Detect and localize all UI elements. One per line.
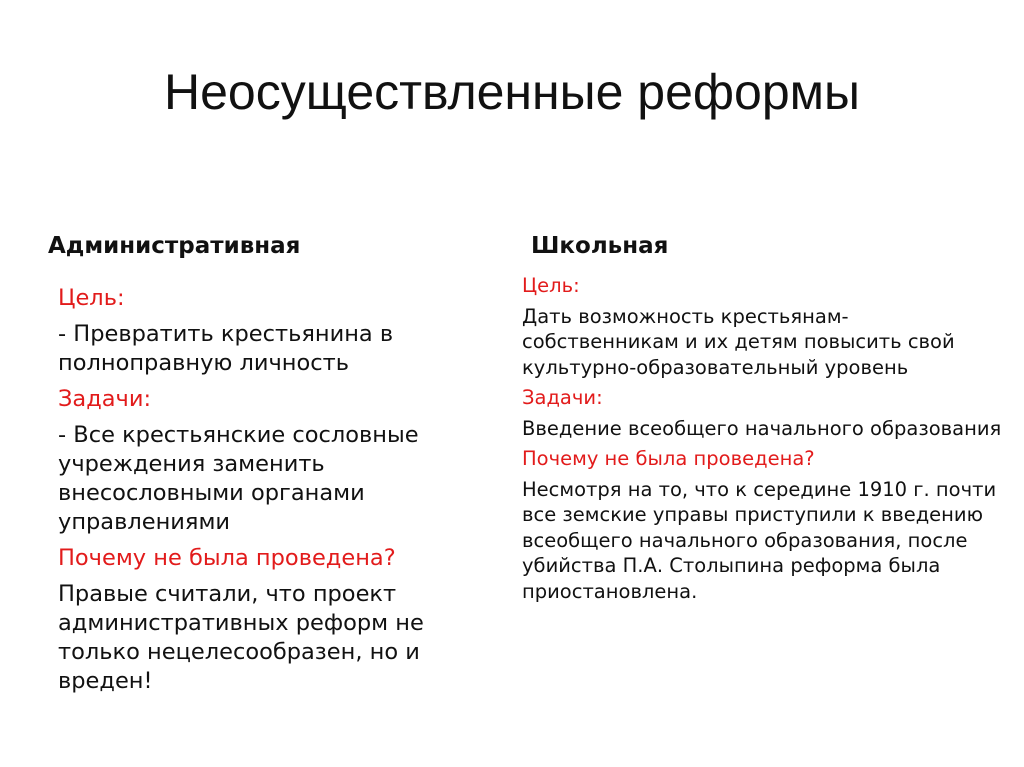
left-why-text: Правые считали, что проект административных реформ не только нецелесообразен, но и вреден! <box>58 581 424 694</box>
right-why-label: Почему не была проведена? <box>522 447 815 470</box>
left-tasks-text: - Все крестьянские сословные учреждения заменить внесословными органами управлениями <box>58 422 419 535</box>
right-goal-text: Дать возможность крестьянам-собственникам и их детям повысить свой культурно-образовательный уровень <box>522 304 955 379</box>
right-column-heading: Школьная <box>531 233 669 259</box>
right-why-text: Несмотря на то, что к середине 1910 г. почти все земские управы приступили к введению всеобщего начального образования, после убийства П.А. Столыпина реформа была приостановлена. <box>522 477 997 603</box>
left-column-heading: Административная <box>48 233 301 259</box>
left-tasks-label: Задачи: <box>58 386 152 412</box>
slide-title: Неосуществленные реформы <box>164 64 860 120</box>
school-reform-column <box>522 273 1002 609</box>
administrative-reform-column <box>58 284 488 703</box>
right-tasks-text: Введение всеобщего начального образования <box>522 416 1002 440</box>
right-goal-label: Цель: <box>522 274 580 297</box>
left-goal-text: - Превратить крестьянина в полноправную личность <box>58 321 394 376</box>
left-why-label: Почему не была проведена? <box>58 545 396 571</box>
left-goal-label: Цель: <box>58 285 125 311</box>
right-tasks-label: Задачи: <box>522 386 603 409</box>
